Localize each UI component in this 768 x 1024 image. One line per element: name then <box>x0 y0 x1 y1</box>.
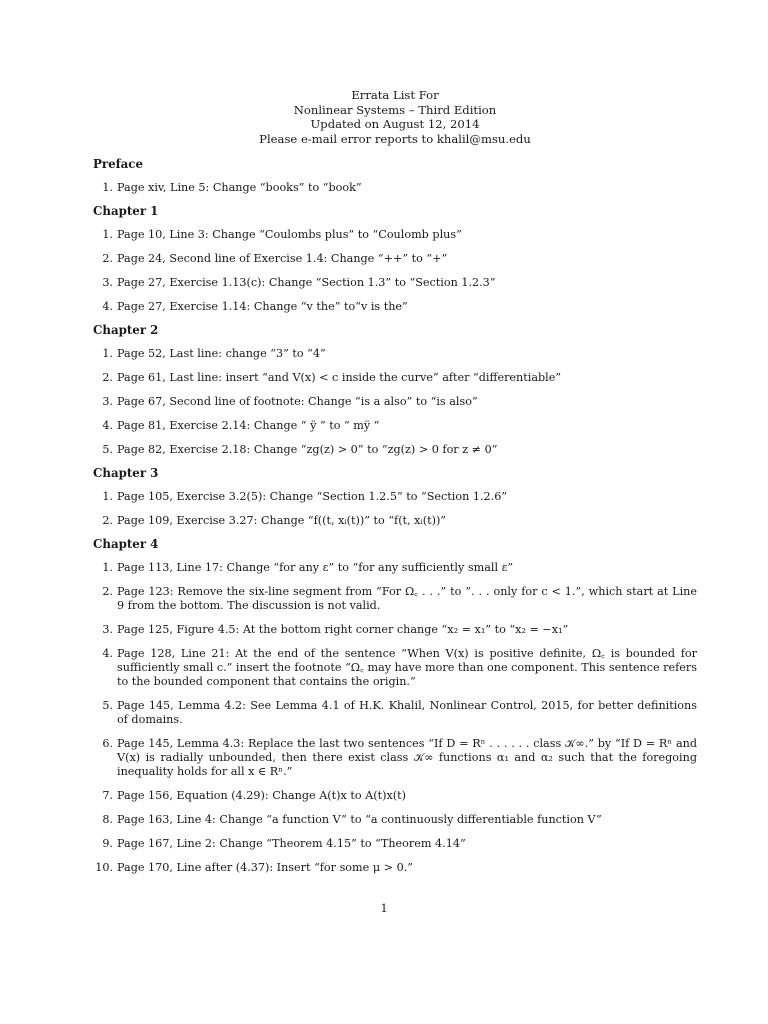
page-number: 1 <box>380 902 388 915</box>
item-text: Page 24, Second line of Exercise 1.4: Change “++” to “+” <box>117 251 448 265</box>
item-text: Page 123: Remove the six-line segment from “For Ω꜀ . . .” to ”. . . only for c < 1.”, which start at Line 9 from the bottom. The discussion is not valid. <box>117 584 697 612</box>
item-number: 6. <box>102 736 113 750</box>
errata-item <box>93 419 697 433</box>
item-text: Page xiv, Line 5: Change “books” to “book” <box>117 180 362 194</box>
section-heading: Preface <box>93 156 143 171</box>
errata-item <box>93 789 697 803</box>
contact-line: Please e-mail error reports to khalil@msu.edu <box>259 132 531 147</box>
item-number: 4. <box>102 418 113 432</box>
errata-item <box>93 647 697 689</box>
item-text: Page 170, Line after (4.37): Insert “for some μ > 0.” <box>117 860 413 874</box>
item-number: 7. <box>102 788 113 802</box>
section-heading: Chapter 2 <box>93 322 159 337</box>
item-number: 5. <box>102 698 113 712</box>
errata-item <box>93 300 697 314</box>
update-date: Updated on August 12, 2014 <box>310 117 480 132</box>
errata-item <box>93 813 697 827</box>
document-title: Errata List For <box>351 88 439 102</box>
errata-list <box>93 228 697 314</box>
errata-item <box>93 347 697 361</box>
errata-list <box>93 561 697 875</box>
errata-item <box>93 585 697 613</box>
errata-item <box>93 737 697 779</box>
item-number: 4. <box>102 299 113 313</box>
item-text: Page 145, Lemma 4.3: Replace the last two sentences “If D = Rⁿ . . . . . . class 𝒦∞.” by “If D = Rⁿ and V(x) is radially unbounded, then there exist class 𝒦∞ functions α₁ and α₂ such that the foregoing inequality holds for all x ∈ Rⁿ.” <box>117 736 697 778</box>
errata-item <box>93 490 697 504</box>
errata-item <box>93 443 697 457</box>
item-number: 2. <box>102 513 113 527</box>
item-text: Page 145, Lemma 4.2: See Lemma 4.1 of H.K. Khalil, Nonlinear Control, 2015, for better definitions of domains. <box>117 698 697 726</box>
errata-list <box>93 347 697 457</box>
document-page <box>93 88 697 875</box>
errata-list <box>93 181 697 195</box>
errata-item <box>93 252 697 266</box>
item-number: 1. <box>102 180 113 194</box>
errata-item <box>93 514 697 528</box>
item-text: Page 52, Last line: change “3” to “4” <box>117 346 326 360</box>
item-number: 2. <box>102 251 113 265</box>
section-heading: Chapter 1 <box>93 203 159 218</box>
errata-item <box>93 699 697 727</box>
item-text: Page 82, Exercise 2.18: Change “zg(z) > 0” to “zg(z) > 0 for z ≠ 0” <box>117 442 498 456</box>
title-block <box>93 88 697 147</box>
errata-item <box>93 276 697 290</box>
item-text: Page 113, Line 17: Change “for any ε” to “for any sufficiently small ε” <box>117 560 514 574</box>
item-number: 1. <box>102 560 113 574</box>
section-heading: Chapter 3 <box>93 465 159 480</box>
item-text: Page 156, Equation (4.29): Change A(t)x to A(t)x(t) <box>117 788 407 802</box>
item-text: Page 167, Line 2: Change “Theorem 4.15” to “Theorem 4.14” <box>117 836 466 850</box>
item-number: 1. <box>102 489 113 503</box>
item-text: Page 27, Exercise 1.13(c): Change “Section 1.3” to “Section 1.2.3” <box>117 275 496 289</box>
item-number: 9. <box>102 836 113 850</box>
item-number: 5. <box>102 442 113 456</box>
item-text: Page 81, Exercise 2.14: Change “ ÿ ” to “ mÿ ” <box>117 418 380 432</box>
item-number: 3. <box>102 622 113 636</box>
item-text: Page 10, Line 3: Change “Coulombs plus” to “Coulomb plus” <box>117 227 462 241</box>
section-heading: Chapter 4 <box>93 536 159 551</box>
errata-item <box>93 181 697 195</box>
item-number: 1. <box>102 227 113 241</box>
item-number: 1. <box>102 346 113 360</box>
item-text: Page 163, Line 4: Change “a function V” to “a continuously differentiable function V” <box>117 812 602 826</box>
errata-item <box>93 395 697 409</box>
item-text: Page 27, Exercise 1.14: Change “v the” to“v is the” <box>117 299 408 313</box>
item-text: Page 109, Exercise 3.27: Change “f((t, xᵢ(t))” to “f(t, xᵢ(t))” <box>117 513 447 527</box>
errata-item <box>93 623 697 637</box>
item-number: 3. <box>102 275 113 289</box>
item-text: Page 125, Figure 4.5: At the bottom right corner change “x₂ = x₁” to “x₂ = −x₁” <box>117 622 569 636</box>
errata-item <box>93 837 697 851</box>
item-number: 2. <box>102 584 113 598</box>
item-text: Page 105, Exercise 3.2(5): Change “Section 1.2.5” to “Section 1.2.6” <box>117 489 508 503</box>
item-number: 2. <box>102 370 113 384</box>
errata-item <box>93 371 697 385</box>
item-text: Page 128, Line 21: At the end of the sentence “When V(x) is positive definite, Ω꜀ is bounded for sufficiently small c.” insert the footnote “Ω꜀ may have more than one component. This sentence refers to the bounded component that contains the origin.” <box>117 646 697 688</box>
item-number: 10. <box>95 860 113 874</box>
item-text: Page 61, Last line: insert “and V(x) < c inside the curve” after “differentiable” <box>117 370 562 384</box>
item-number: 3. <box>102 394 113 408</box>
errata-list <box>93 490 697 528</box>
errata-sections <box>93 157 697 875</box>
item-text: Page 67, Second line of footnote: Change “is a also” to “is also” <box>117 394 478 408</box>
book-title: Nonlinear Systems – Third Edition <box>293 102 497 117</box>
errata-item <box>93 561 697 575</box>
item-number: 8. <box>102 812 113 826</box>
errata-item <box>93 228 697 242</box>
errata-item <box>93 861 697 875</box>
item-number: 4. <box>102 646 113 660</box>
